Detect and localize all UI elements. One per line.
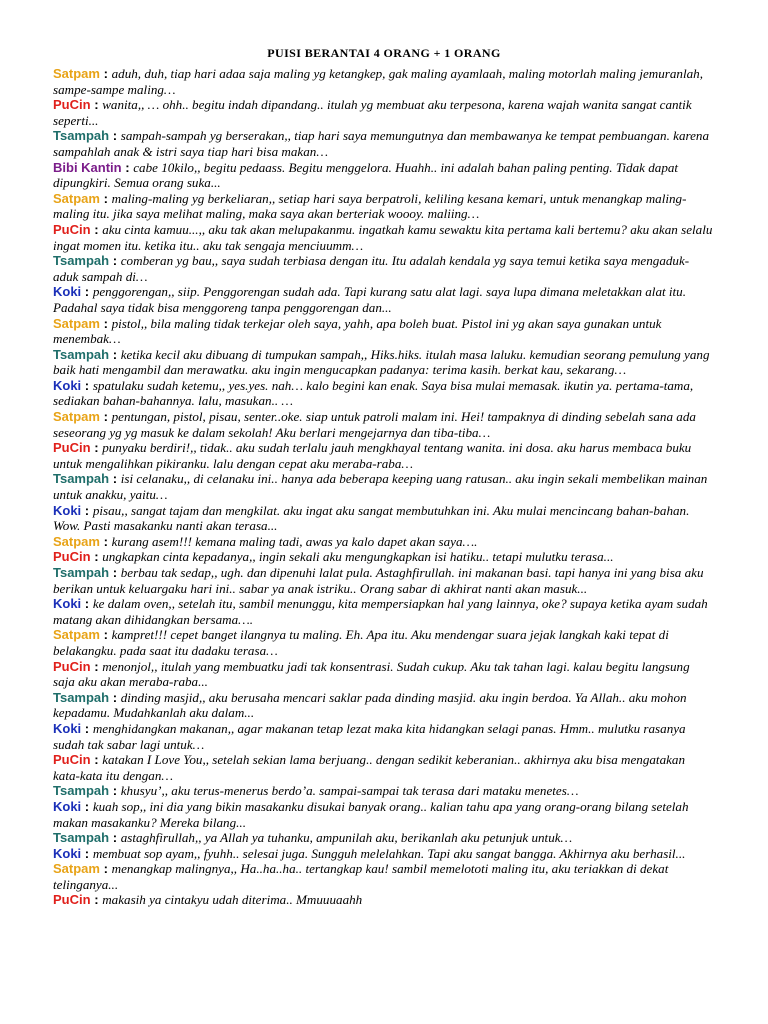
speaker-name: Koki <box>53 798 82 814</box>
poem-line <box>53 752 713 783</box>
line-text: comberan yg bau,, saya sudah terbiasa dengan itu. Itu adalah kendala yg saya temui ketika saya mengaduk-aduk sampah di… <box>53 253 690 284</box>
speaker-name: Koki <box>53 720 82 736</box>
poem-line <box>53 347 713 378</box>
poem-line <box>53 471 713 502</box>
line-text: ketika kecil aku dibuang di tumpukan sampah,, Hiks.hiks. itulah masa laluku. kemudian seorang pemulung yang baik hati mengambil dan merawatku. aku ingin mengucapkan padanya: terima kasih. berkat kau, sekarang… <box>53 346 710 378</box>
speaker-separator: : <box>81 798 93 814</box>
line-text: menghidangkan makanan,, agar makanan tetap lezat maka kita hidangkan selagi panas. Hmm.. mulutku rasanya sudah tak sabar lagi untuk… <box>53 720 686 752</box>
speaker-separator: : <box>109 346 121 362</box>
speaker-name: PuCin <box>53 440 91 456</box>
speaker-name: Satpam <box>53 315 100 331</box>
poem-body <box>53 66 713 908</box>
speaker-separator: : <box>109 783 121 799</box>
line-text: kuah sop,, ini dia yang bikin masakanku disukai banyak orang.. kalian tahu apa yang orang-orang bilang setelah makan masakanku? Mereka bilang... <box>53 798 689 830</box>
line-text: punyaku berdiri!,, tidak.. aku sudah terlalu jauh mengkhayal tentang wanita. ini dosa. aku harus membaca buku untuk mengalihkan pikiranku. lalu dengan cepat aku meraba-raba… <box>53 440 692 471</box>
poem-line <box>53 534 713 550</box>
speaker-name: Koki <box>53 596 82 612</box>
speaker-separator: : <box>90 892 103 908</box>
line-text: penggorengan,, siip. Penggorengan sudah ada. Tapi kurang satu alat lagi. saya lupa dimana meletakkan alat itu. Padahal saya tidak bisa menggoreng tanpa penggorengan dan... <box>53 284 687 315</box>
speaker-separator: : <box>121 159 134 175</box>
poem-line <box>53 783 713 799</box>
line-text: kurang asem!!! kemana maling tadi, awas ya kalo dapet akan saya…. <box>111 533 478 549</box>
poem-line <box>53 565 713 596</box>
poem-line <box>53 721 713 752</box>
speaker-separator: : <box>90 549 103 565</box>
speaker-name: Bibi Kantin <box>53 159 122 175</box>
speaker-name: Tsampah <box>53 565 110 580</box>
line-text: aduh, duh, tiap hari adaa saja maling yg ketangkep, gak maling ayamlaah, maling motorlah maling jemuranlah, sampe-sampe maling… <box>53 66 703 97</box>
speaker-separator: : <box>90 440 103 456</box>
speaker-name: Tsampah <box>53 128 110 144</box>
line-text: ke dalam oven,, setelah itu, sambil menunggu, kita mempersiapkan hal yang lainnya, oke? supaya ketika ayam sudah matang akan dihidangkan bersama…. <box>53 596 708 627</box>
speaker-name: Tsampah <box>53 689 110 705</box>
poem-line <box>53 253 713 284</box>
speaker-separator: : <box>109 830 121 846</box>
speaker-separator: : <box>99 315 112 331</box>
speaker-separator: : <box>109 565 121 580</box>
speaker-name: PuCin <box>53 97 91 113</box>
speaker-separator: : <box>81 284 93 300</box>
line-text: kampret!!! cepet banget ilangnya tu maling. Eh. Apa itu. Aku mendengar suara jejak langkah kaki tepat di belakangku. pada saat itu dadaku terasa… <box>53 627 669 658</box>
speaker-name: Koki <box>53 284 82 300</box>
poem-line <box>53 440 713 471</box>
speaker-separator: : <box>109 253 121 269</box>
speaker-name: Satpam <box>53 190 100 206</box>
line-text: cabe 10kilo,, begitu pedaass. Begitu menggelora. Huahh.. ini adalah bahan paling penting. Tidak dapat dipungkiri. Semua orang suka... <box>53 159 679 191</box>
poem-line <box>53 861 713 892</box>
line-text: makasih ya cintakyu udah diterima.. Mmuuuaahh <box>102 892 363 908</box>
speaker-separator: : <box>81 720 93 736</box>
speaker-name: Tsampah <box>53 830 110 846</box>
speaker-name: PuCin <box>53 221 91 237</box>
line-text: spatulaku sudah ketemu,, yes.yes. nah… kalo begini kan enak. Saya bisa mulai memasak. ikutin ya. pertama-tama, sediakan bahan-bahannya. lalu, masukan.. … <box>53 377 694 409</box>
poem-line <box>53 627 713 658</box>
speaker-separator: : <box>109 128 121 144</box>
poem-line <box>53 191 713 222</box>
poem-line <box>53 284 713 315</box>
poem-line <box>53 316 713 347</box>
speaker-name: Satpam <box>53 861 100 877</box>
speaker-name: Satpam <box>53 533 100 549</box>
poem-line <box>53 409 713 440</box>
speaker-separator: : <box>81 845 93 861</box>
speaker-separator: : <box>109 689 121 705</box>
speaker-name: Tsampah <box>53 346 110 362</box>
speaker-name: Koki <box>53 502 82 518</box>
speaker-name: Satpam <box>53 409 100 425</box>
line-text: dinding masjid,, aku berusaha mencari saklar pada dinding masjid. aku ingin berdoa. Ya Allah.. aku mohon kepadamu. Mudahkanlah aku dalam... <box>53 689 687 721</box>
speaker-name: PuCin <box>53 549 91 565</box>
speaker-name: Koki <box>53 377 82 393</box>
line-text: aku cinta kamuu...,, aku tak akan melupakanmu. ingatkah kamu sewaktu kita pertama kali bertemu? aku akan selalu ingat momen itu. ketika itu.. aku tak sengaja menciuumm… <box>53 221 713 253</box>
speaker-separator: : <box>99 533 112 549</box>
line-text: membuat sop ayam,, fyuhh.. selesai juga. Sungguh melelahkan. Tapi aku sangat bangga. Akhirnya aku berhasil... <box>92 845 686 861</box>
line-text: isi celanaku,, di celanaku ini.. hanya ada beberapa keeping uang ratusan.. aku ingin sekali membelikan mainan untuk anakku, yaitu… <box>53 471 708 503</box>
speaker-separator: : <box>99 861 112 877</box>
poem-line <box>53 222 713 253</box>
poem-line <box>53 549 713 565</box>
line-text: katakan I Love You,, setelah sekian lama berjuang.. dengan sedikit keberanian.. akhirnya aku bisa mengatakan kata-kata itu dengan… <box>53 752 686 783</box>
line-text: pentungan, pistol, pisau, senter..oke. siap untuk patroli malam ini. Hei! tampaknya di dinding sebelah sana ada seseorang yg yg masuk ke dalam sekolah! Aku berlari mengejarnya dan tiba-tiba… <box>53 409 696 440</box>
speaker-name: PuCin <box>53 752 91 768</box>
poem-line <box>53 830 713 846</box>
line-text: astaghfirullah,, ya Allah ya tuhanku, ampunilah aku, berikanlah aku petunjuk untuk… <box>120 830 573 846</box>
poem-line <box>53 596 713 627</box>
poem-line <box>53 846 713 862</box>
poem-line <box>53 128 713 159</box>
speaker-separator: : <box>81 502 93 518</box>
speaker-name: Satpam <box>53 66 100 81</box>
speaker-separator: : <box>90 658 103 674</box>
speaker-separator: : <box>81 596 93 612</box>
poem-line <box>53 97 713 128</box>
document-title: PUISI BERANTAI 4 ORANG + 1 ORANG <box>267 46 501 60</box>
line-text: pisau,, sangat tajam dan mengkilat. aku ingat aku sangat membutuhkan ini. Aku mulai mencincang bahan-bahan. Wow. Pasti masakanku nanti akan terasa... <box>53 502 690 534</box>
speaker-name: Tsampah <box>53 471 110 487</box>
speaker-separator: : <box>99 627 112 643</box>
speaker-name: Tsampah <box>53 253 110 269</box>
poem-line <box>53 799 713 830</box>
speaker-separator: : <box>81 377 93 393</box>
poem-line <box>53 503 713 534</box>
speaker-separator: : <box>99 409 112 425</box>
speaker-separator: : <box>90 752 103 768</box>
speaker-name: PuCin <box>53 892 91 908</box>
speaker-name: Satpam <box>53 627 100 643</box>
speaker-name: Tsampah <box>53 783 110 799</box>
line-text: khusyu’,, aku terus-menerus berdo’a. sampai-sampai tak terasa dari mataku menetes… <box>120 783 579 799</box>
speaker-name: PuCin <box>53 658 91 674</box>
speaker-separator: : <box>90 221 103 237</box>
speaker-separator: : <box>99 190 112 206</box>
line-text: pistol,, bila maling tidak terkejar oleh saya, yahh, apa boleh buat. Pistol ini yg akan saya gunakan untuk menembak… <box>53 315 662 347</box>
poem-line <box>53 892 713 908</box>
poem-line <box>53 66 713 97</box>
line-text: menonjol,, itulah yang membuatku jadi tak konsentrasi. Sudah cukup. Aku tak tahan lagi. kalau begitu langsung saja aku akan meraba-raba... <box>53 658 690 690</box>
poem-line <box>53 690 713 721</box>
speaker-name: Koki <box>53 845 82 861</box>
poem-line <box>53 160 713 191</box>
speaker-separator: : <box>109 471 121 487</box>
line-text: berbau tak sedap,, ugh. dan dipenuhi lalat pula. Astaghfirullah. ini makanan basi. tapi hanya ini yang bisa aku berikan untuk keluargaku hari ini.. sabar ya anak istriku.. Orang sabar di akhirat nanti akan masuk... <box>53 565 704 596</box>
line-text: sampah-sampah yg berserakan,, tiap hari saya memungutnya dan membawanya ke tempat pembuangan. karena sampahlah anak & istri saya tiap hari bisa makan… <box>53 128 710 159</box>
poem-line <box>53 659 713 690</box>
line-text: wanita,, … ohh.. begitu indah dipandang.. itulah yg membuat aku terpesona, karena wajah wanita sangat cantik seperti... <box>53 97 692 128</box>
line-text: ungkapkan cinta kepadanya,, ingin sekali aku mengungkapkan isi hatiku.. tetapi mulutku terasa... <box>102 549 614 565</box>
speaker-separator: : <box>99 66 112 81</box>
speaker-separator: : <box>90 97 103 113</box>
line-text: menangkap malingnya,, Ha..ha..ha.. tertangkap kau! sambil memelototi maling itu, aku teriakkan di dekat telinganya... <box>53 861 669 892</box>
poem-line <box>53 378 713 409</box>
line-text: maling-maling yg berkeliaran,, setiap hari saya berpatroli, keliling kesana kemari, untuk menangkap maling-maling itu. jika saya melihat maling, maka saya akan berteriak woooy. maliing… <box>53 190 687 222</box>
